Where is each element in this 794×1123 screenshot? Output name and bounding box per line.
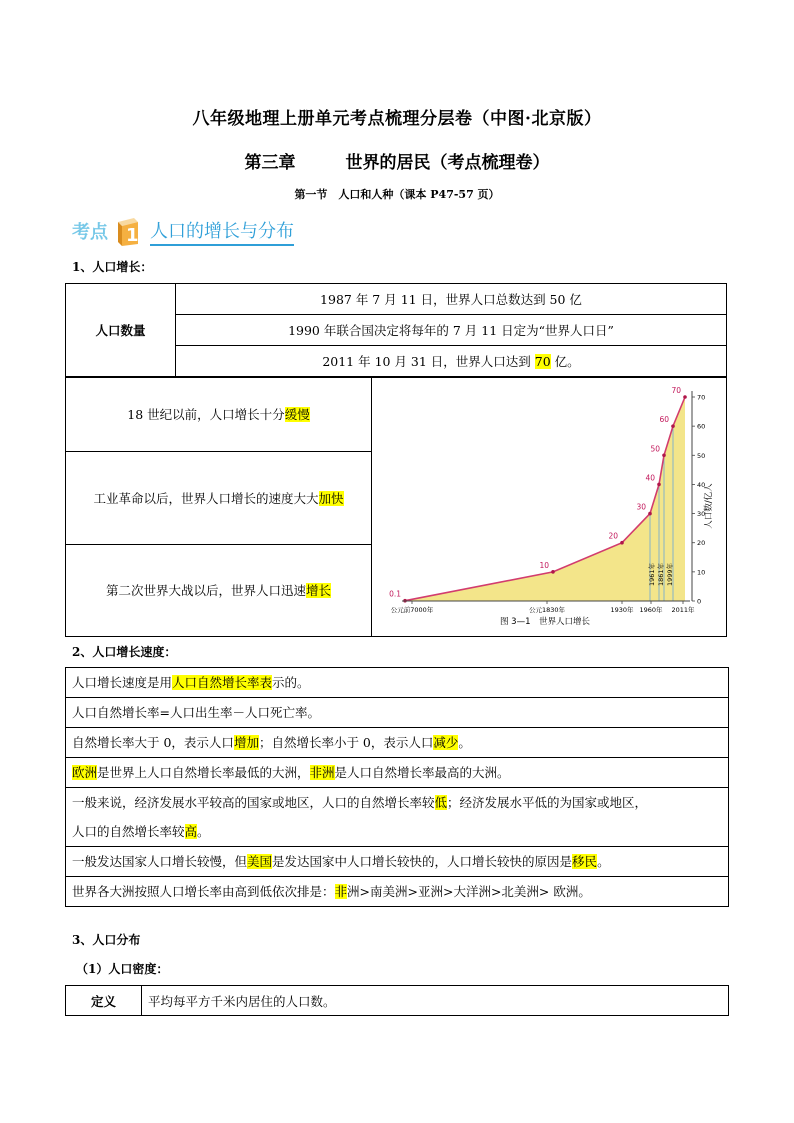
vertical-year-label: 1861年 [657, 562, 665, 586]
data-point [683, 395, 687, 399]
highlight: 高 [184, 824, 198, 839]
vertical-year-label: 1999年 [666, 562, 674, 586]
table-row: 人口增长速度是用人口自然增长率表示的。 [66, 668, 729, 698]
kaodian-number-badge [114, 216, 142, 246]
table-row: 自然增长率大于 0，表示人口增加；自然增长率小于 0，表示人口减少。 [66, 728, 729, 758]
data-label: 40 [645, 473, 655, 483]
table-row [66, 284, 727, 315]
kaodian-number: 1 [126, 225, 139, 246]
highlight: 缓慢 [284, 407, 310, 423]
data-label: 10 [539, 560, 549, 570]
density-definition-table [65, 985, 729, 1016]
highlight: 增长 [306, 583, 332, 599]
data-label: 50 [650, 444, 660, 454]
y-tick-label: 50 [697, 451, 706, 460]
y-axis-label: 人口数/亿人 [704, 483, 714, 529]
section-title: 第一节 人口和人种（课本 P47-57 页） [294, 188, 500, 201]
highlight: 低 [434, 795, 448, 810]
definition-value: 平均每平方千米内居住的人口数。 [142, 986, 729, 1016]
growth-rate-table [65, 667, 729, 907]
y-tick-label: 70 [697, 393, 706, 402]
section-3-heading: 3、人口分布 [72, 933, 141, 947]
definition-label: 定义 [66, 986, 142, 1016]
highlight: 移民 [572, 853, 598, 869]
highlight: 人口自然增长率表 [172, 674, 273, 690]
vertical-year-label: 1961年 [648, 562, 656, 586]
section-2-heading: 2、人口增长速度： [72, 645, 177, 659]
kaodian-banner [72, 214, 294, 248]
data-point [620, 541, 624, 545]
data-label: 70 [671, 386, 681, 395]
population-number-table [65, 283, 727, 377]
x-tick-label: 1960年 [639, 606, 663, 614]
kaodian-title: 人口的增长与分布 [150, 217, 294, 246]
data-label: 30 [636, 502, 646, 512]
kaodian-label: 考点 [72, 222, 108, 243]
fact-2: 1990 年联合国决定将每年的 7 月 11 日定为“世界人口日” [176, 315, 727, 346]
chapter-number: 第三章 [244, 153, 296, 173]
chapter-title [0, 148, 794, 173]
y-tick-label: 0 [697, 597, 702, 606]
fact-1: 1987 年 7 月 11 日，世界人口总数达到 50 亿 [176, 284, 727, 315]
highlight: 非洲 [309, 764, 335, 780]
subsection-heading: （1）人口密度： [76, 962, 169, 976]
chart-cell [372, 378, 727, 637]
stage-3: 第二次世界大战以后，世界人口迅速增长 [66, 544, 372, 636]
data-label: 20 [608, 531, 618, 541]
table-row: 欧洲是世界上人口自然增长率最低的大洲，非洲是人口自然增长率最高的大洲。 [66, 758, 729, 788]
x-tick-label: 公元1830年 [528, 606, 566, 614]
area-fill [405, 397, 685, 601]
y-tick-label: 40 [697, 480, 706, 489]
data-point [671, 424, 675, 428]
y-tick-label: 30 [697, 510, 706, 519]
population-growth-chart [372, 378, 726, 633]
y-tick-label: 60 [697, 422, 706, 431]
table-row [66, 986, 729, 1016]
stage-1: 18 世纪以前，人口增长十分缓慢 [66, 378, 372, 452]
stage-2: 工业革命以后，世界人口增长的速度大大加快 [66, 451, 372, 544]
table-row: 世界各大洲按照人口增长率由高到低依次排是：非洲>南美洲>亚洲>大洋洲>北美洲> 欧洲。 [66, 877, 729, 907]
x-tick-label: 1930年 [610, 606, 634, 614]
x-tick-label: 2011年 [671, 606, 695, 614]
table-row: 一般发达国家人口增长较慢，但美国是发达国家中人口增长较快的，人口增长较快的原因是移民。 [66, 847, 729, 877]
y-tick-label: 20 [697, 539, 706, 548]
data-label: 60 [659, 415, 669, 425]
table-row: 人口自然增长率=人口出生率－人口死亡率。 [66, 698, 729, 728]
chart-caption: 图 3—1 世界人口增长 [499, 617, 591, 627]
chapter-name: 世界的居民（考点梳理卷） [345, 153, 550, 173]
highlight: 美国 [247, 853, 273, 869]
document-title: 八年级地理上册单元考点梳理分层卷（中图·北京版） [192, 109, 602, 129]
data-point [551, 570, 555, 574]
section-1-heading: 1、人口增长： [72, 260, 153, 274]
highlight: 欧洲 [72, 764, 98, 780]
data-label: 0.1 [389, 589, 401, 599]
highlight: 增加 [233, 734, 259, 750]
data-point [657, 483, 661, 487]
number-one-badge-icon [114, 216, 142, 246]
highlight: 减少 [433, 734, 459, 750]
x-tick-label: 公元前7000年 [390, 606, 434, 614]
table-row: 一般来说，经济发展水平较高的国家或地区，人口的自然增长率较低；经济发展水平低的为国家或地区， 人口的自然增长率较高。 [66, 788, 729, 847]
row-label: 人口数量 [66, 284, 176, 377]
y-tick-label: 10 [697, 568, 706, 577]
fact-3: 2011 年 10 月 31 日，世界人口达到 70 亿。 [176, 346, 727, 377]
highlight: 非 [334, 883, 348, 899]
highlight: 70 [534, 354, 551, 369]
table-row [66, 378, 727, 452]
data-point [648, 512, 652, 516]
population-stage-table [65, 377, 727, 637]
highlight: 加快 [318, 490, 344, 506]
data-point [662, 453, 666, 457]
